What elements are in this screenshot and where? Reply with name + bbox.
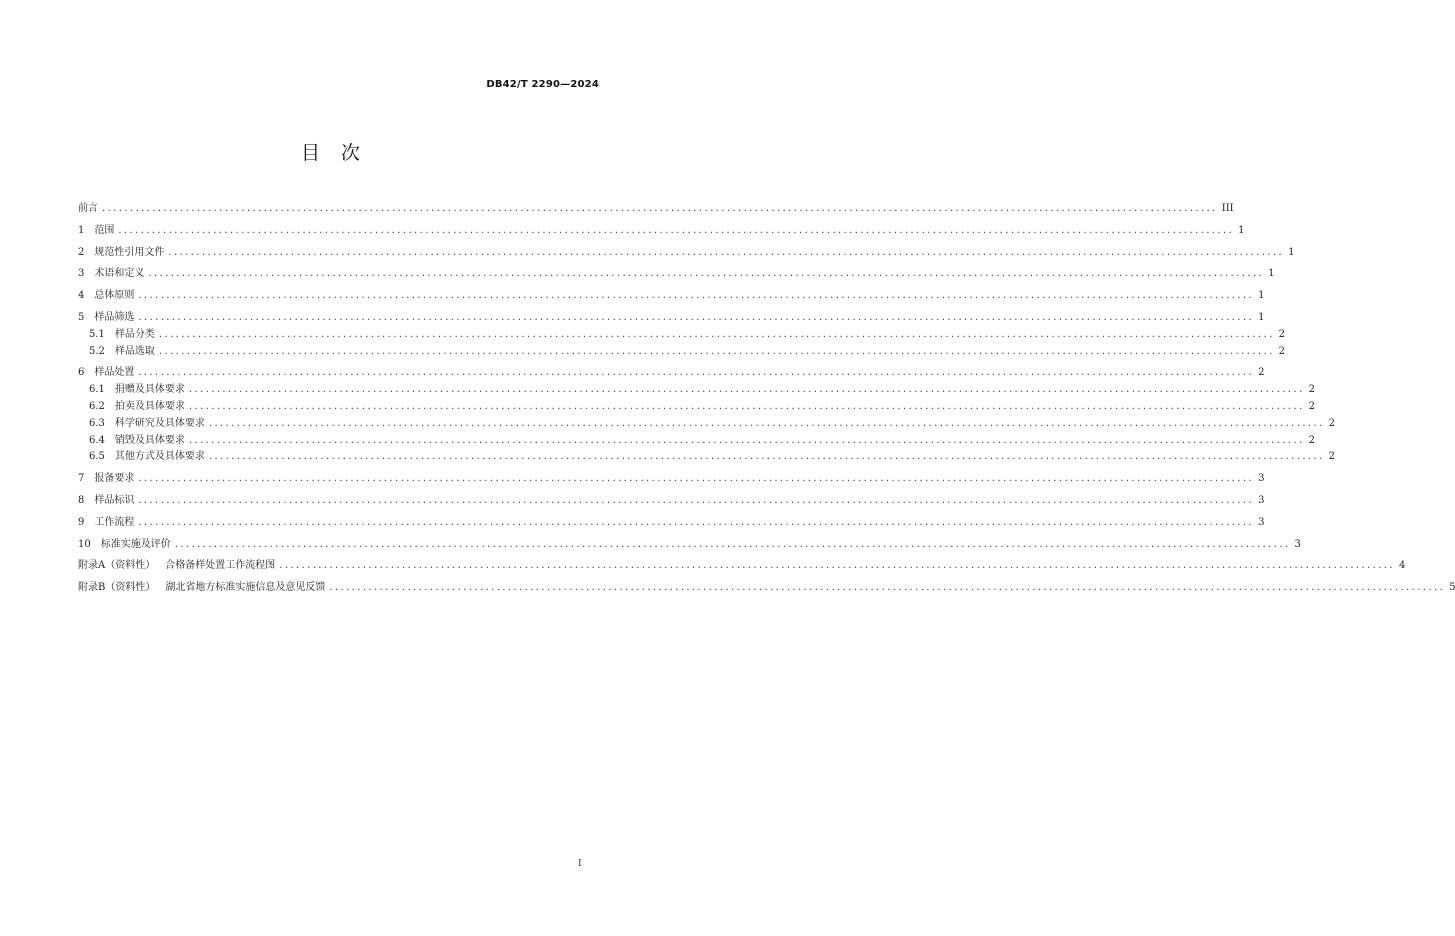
toc-entry[interactable] [78, 416, 1336, 433]
toc-entry-number: 6.5 [89, 451, 105, 463]
toc-entry-number: 5.1 [89, 328, 105, 340]
toc-entry-page: 3 [1258, 473, 1265, 485]
toc-leader-dots [209, 416, 1325, 433]
toc-entry[interactable] [78, 310, 1265, 327]
toc-entry-page: 2 [1258, 367, 1265, 379]
toc-entry-label: 拍卖及具体要求 [114, 400, 185, 412]
toc-entry-label: 报备要求 [94, 473, 135, 485]
toc-entry-page: 1 [1288, 246, 1295, 258]
toc-leader-dots [168, 245, 1284, 262]
toc-entry-label: 样品筛选 [94, 311, 135, 323]
toc-entry-number: 附录A（资料性） [78, 560, 156, 572]
toc-entry[interactable] [78, 433, 1316, 450]
toc-entry-number: 6.4 [89, 434, 105, 446]
toc-entry-label: 样品标识 [94, 494, 135, 506]
toc-entry[interactable] [78, 537, 1301, 554]
toc-entry-number: 6.2 [89, 400, 105, 412]
toc-leader-dots [138, 310, 1254, 327]
toc-entry[interactable] [78, 558, 1406, 575]
toc-entry-number: 5.2 [89, 345, 105, 357]
toc-entry-label: 湖北省地方标准实施信息及意见反馈 [165, 582, 326, 594]
toc-entry-label: 销毁及具体要求 [114, 434, 185, 446]
toc-entry-page: 2 [1308, 384, 1316, 396]
toc-entry-label: 工作流程 [94, 516, 135, 528]
toc-entry-page: 1 [1268, 268, 1275, 280]
toc-entry[interactable] [78, 288, 1265, 305]
toc-entry[interactable] [78, 365, 1265, 382]
toc-entry-label: 术语和定义 [94, 268, 145, 280]
toc-entry-number: 9 [78, 516, 85, 528]
toc-entry-label: 样品选取 [114, 345, 155, 357]
toc-leader-dots [148, 266, 1264, 283]
toc-entry-number: 1 [78, 224, 85, 236]
toc-leader-dots [209, 449, 1325, 466]
toc-entry-label: 范围 [94, 224, 115, 236]
toc-entry-page: 2 [1308, 434, 1316, 446]
toc-entry[interactable] [78, 201, 1234, 218]
toc-entry-number: 7 [78, 473, 85, 485]
toc-entry-number: 6.1 [89, 384, 105, 396]
toc-leader-dots [138, 493, 1254, 510]
toc-entry[interactable] [78, 515, 1265, 532]
toc-leader-dots [138, 515, 1254, 532]
toc-entry[interactable] [78, 382, 1316, 399]
table-of-contents [78, 201, 1455, 597]
toc-entry-number: 4 [78, 290, 85, 302]
toc-entry[interactable] [78, 223, 1245, 240]
toc-entry-label: 规范性引用文件 [94, 246, 165, 258]
toc-entry[interactable] [78, 493, 1265, 510]
toc-entry-number: 2 [78, 246, 85, 258]
toc-entry[interactable] [78, 580, 1455, 597]
toc-title: 目 次 [300, 142, 361, 164]
toc-entry[interactable] [78, 245, 1295, 262]
toc-entry-page: 3 [1258, 516, 1265, 528]
page-number: I [578, 859, 582, 869]
toc-entry-page: 2 [1328, 417, 1336, 429]
toc-leader-dots [159, 327, 1275, 344]
toc-leader-dots [138, 471, 1254, 488]
toc-leader-dots [138, 365, 1254, 382]
toc-entry[interactable] [78, 399, 1316, 416]
toc-entry-number: 3 [78, 268, 85, 280]
toc-entry-page: 2 [1308, 400, 1316, 412]
toc-entry-page: 3 [1294, 538, 1301, 550]
toc-entry[interactable] [78, 449, 1336, 466]
toc-entry-number: 8 [78, 494, 85, 506]
toc-leader-dots [189, 382, 1305, 399]
toc-entry[interactable] [78, 327, 1286, 344]
toc-leader-dots [189, 433, 1305, 450]
toc-leader-dots [102, 201, 1218, 218]
toc-entry-number: 附录B（资料性） [78, 582, 156, 594]
toc-entry-page: 1 [1258, 311, 1265, 323]
toc-entry-page: 1 [1238, 224, 1245, 236]
standard-code: DB42/T 2290—2024 [486, 79, 599, 90]
toc-entry[interactable] [78, 266, 1275, 283]
toc-leader-dots [279, 558, 1395, 575]
toc-entry-label: 样品处置 [94, 367, 135, 379]
toc-entry-label: 科学研究及具体要求 [114, 417, 205, 429]
toc-entry-label: 标准实施及评价 [100, 538, 171, 550]
toc-leader-dots [175, 537, 1291, 554]
toc-entry-page: 5 [1449, 582, 1455, 594]
toc-entry[interactable] [78, 471, 1265, 488]
toc-entry-page: 2 [1328, 451, 1336, 463]
toc-entry-label: 合格备样处置工作流程图 [165, 560, 276, 572]
toc-entry-number: 6.3 [89, 417, 105, 429]
toc-entry-label: 样品分类 [114, 328, 155, 340]
toc-entry-page: 2 [1278, 328, 1286, 340]
toc-leader-dots [118, 223, 1234, 240]
toc-entry[interactable] [78, 344, 1286, 361]
toc-entry-page: 2 [1278, 345, 1286, 357]
toc-entry-number: 6 [78, 367, 85, 379]
toc-entry-number: 5 [78, 311, 85, 323]
toc-leader-dots [329, 580, 1445, 597]
toc-entry-label: 前言 [78, 203, 98, 214]
toc-leader-dots [189, 399, 1305, 416]
toc-entry-page: 4 [1398, 560, 1406, 572]
toc-entry-page: 1 [1258, 290, 1265, 302]
toc-entry-label: 捐赠及具体要求 [114, 384, 185, 396]
toc-entry-label: 总体原则 [94, 290, 135, 302]
toc-entry-label: 其他方式及具体要求 [114, 451, 205, 463]
toc-leader-dots [159, 344, 1275, 361]
toc-entry-page: 3 [1258, 494, 1265, 506]
toc-leader-dots [138, 288, 1254, 305]
toc-entry-page: III [1221, 203, 1234, 214]
toc-entry-number: 10 [78, 538, 91, 550]
